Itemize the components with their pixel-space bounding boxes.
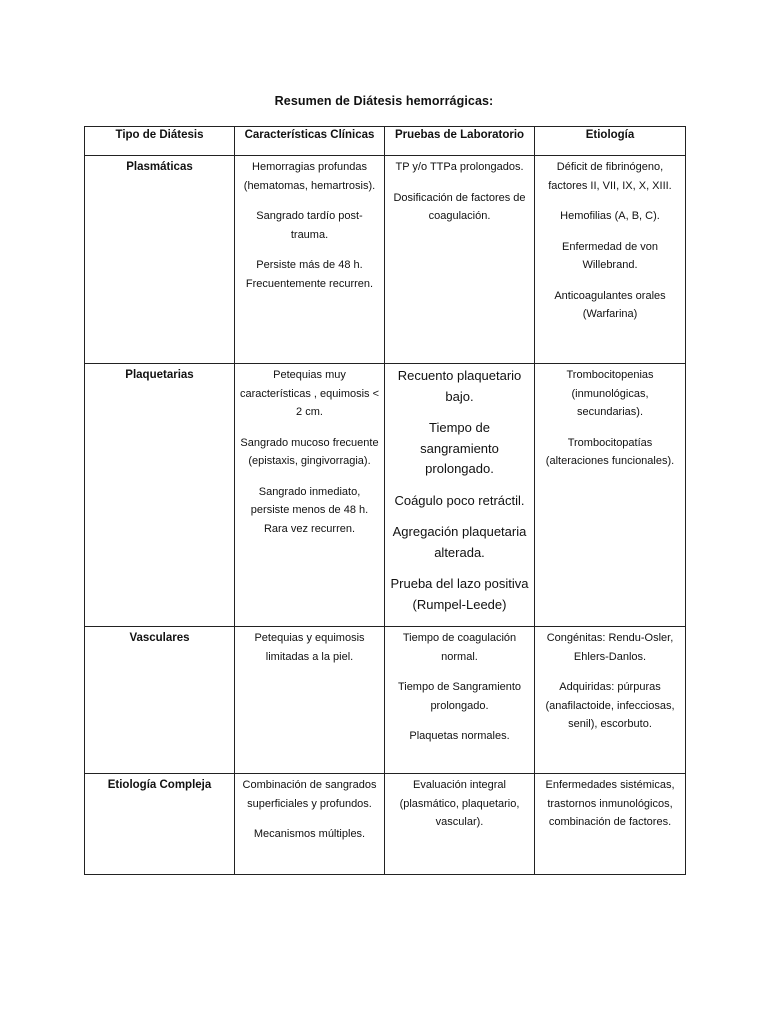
header-clinical-label: Características Clínicas [244, 129, 375, 141]
etiology-cell [535, 156, 686, 364]
lab-text: Evaluación integral (plasmático, plaquetario, vascular). [399, 779, 520, 828]
table-row [85, 774, 686, 875]
table-row [85, 156, 686, 364]
header-etiology-label: Etiología [585, 129, 635, 141]
document-title: Resumen de Diátesis hemorrágicas: [274, 94, 494, 108]
header-lab [385, 127, 535, 156]
clinical-text: Petequias y equimosis limitadas a la piel. [254, 632, 365, 663]
lab-text: Agregación plaquetaria alterada. [392, 524, 527, 560]
clinical-text: Sangrado tardío post-trauma. [256, 210, 363, 241]
lab-cell [385, 627, 535, 774]
clinical-cell [235, 774, 385, 875]
clinical-text: Sangrado inmediato, persiste menos de 48 h. Rara vez recurren. [250, 485, 369, 535]
lab-text: Dosificación de factores de coagulación. [393, 191, 526, 222]
etiology-cell [535, 364, 686, 627]
header-etiology [535, 127, 686, 156]
lab-text: Tiempo de coagulación normal. [402, 632, 517, 663]
lab-text: Recuento plaquetario bajo. [397, 368, 522, 404]
etiology-cell [535, 627, 686, 774]
etiology-text: Déficit de fibrinógeno, factores II, VII, IX, X, XIII. [548, 161, 672, 192]
lab-text: Tiempo de Sangramiento prolongado. [397, 681, 522, 712]
clinical-cell [235, 364, 385, 627]
type-label: Plasmáticas [126, 161, 193, 173]
etiology-text: Hemofilias (A, B, C). [560, 210, 660, 222]
lab-text: TP y/o TTPa prolongados. [395, 161, 524, 173]
lab-text: Tiempo de sangramiento prolongado. [420, 420, 499, 476]
lab-text: Coágulo poco retráctil. [394, 492, 525, 508]
lab-text: Prueba del lazo positiva (Rumpel-Leede) [390, 576, 529, 612]
etiology-text: Trombocitopenias (inmunológicas, secundarias). [566, 369, 654, 418]
type-cell [85, 156, 235, 364]
lab-cell [385, 364, 535, 627]
clinical-text: Hemorragias profundas (hematomas, hemartrosis). [243, 161, 376, 192]
etiology-cell [535, 774, 686, 875]
type-cell [85, 774, 235, 875]
etiology-text: Enfermedad de von Willebrand. [561, 240, 658, 271]
type-label: Etiología Compleja [107, 779, 212, 791]
type-cell [85, 627, 235, 774]
lab-cell [385, 774, 535, 875]
clinical-text: Mecanismos múltiples. [253, 828, 366, 840]
clinical-cell [235, 156, 385, 364]
header-type-label: Tipo de Diátesis [115, 129, 204, 141]
type-label: Vasculares [129, 632, 190, 644]
hemorrhagic-diathesis-table [84, 126, 686, 875]
clinical-cell [235, 627, 385, 774]
table-row [85, 364, 686, 627]
clinical-text: Persiste más de 48 h. Frecuentemente recurren. [245, 259, 374, 290]
header-lab-label: Pruebas de Laboratorio [394, 129, 525, 141]
table-header-row [85, 127, 686, 156]
header-clinical [235, 127, 385, 156]
table-row [85, 627, 686, 774]
etiology-text: Trombocitopatías (alteraciones funcionales). [545, 436, 675, 467]
etiology-text: Congénitas: Rendu-Osler, Ehlers-Danlos. [546, 632, 674, 663]
lab-text: Plaquetas normales. [409, 730, 510, 742]
lab-cell [385, 156, 535, 364]
type-label: Plaquetarias [125, 369, 194, 381]
clinical-text: Sangrado mucoso frecuente (epistaxis, gingivorragia). [240, 436, 379, 467]
header-type [85, 127, 235, 156]
clinical-text: Combinación de sangrados superficiales y profundos. [242, 779, 377, 810]
etiology-text: Adquiridas: púrpuras (anafilactoide, infecciosas, senil), escorbuto. [545, 681, 675, 730]
etiology-text: Enfermedades sistémicas, trastornos inmunológicos, combinación de factores. [545, 779, 675, 828]
clinical-text: Petequias muy características , equimosis < 2 cm. [239, 369, 380, 418]
etiology-text: Anticoagulantes orales (Warfarina) [554, 289, 666, 320]
type-cell [85, 364, 235, 627]
